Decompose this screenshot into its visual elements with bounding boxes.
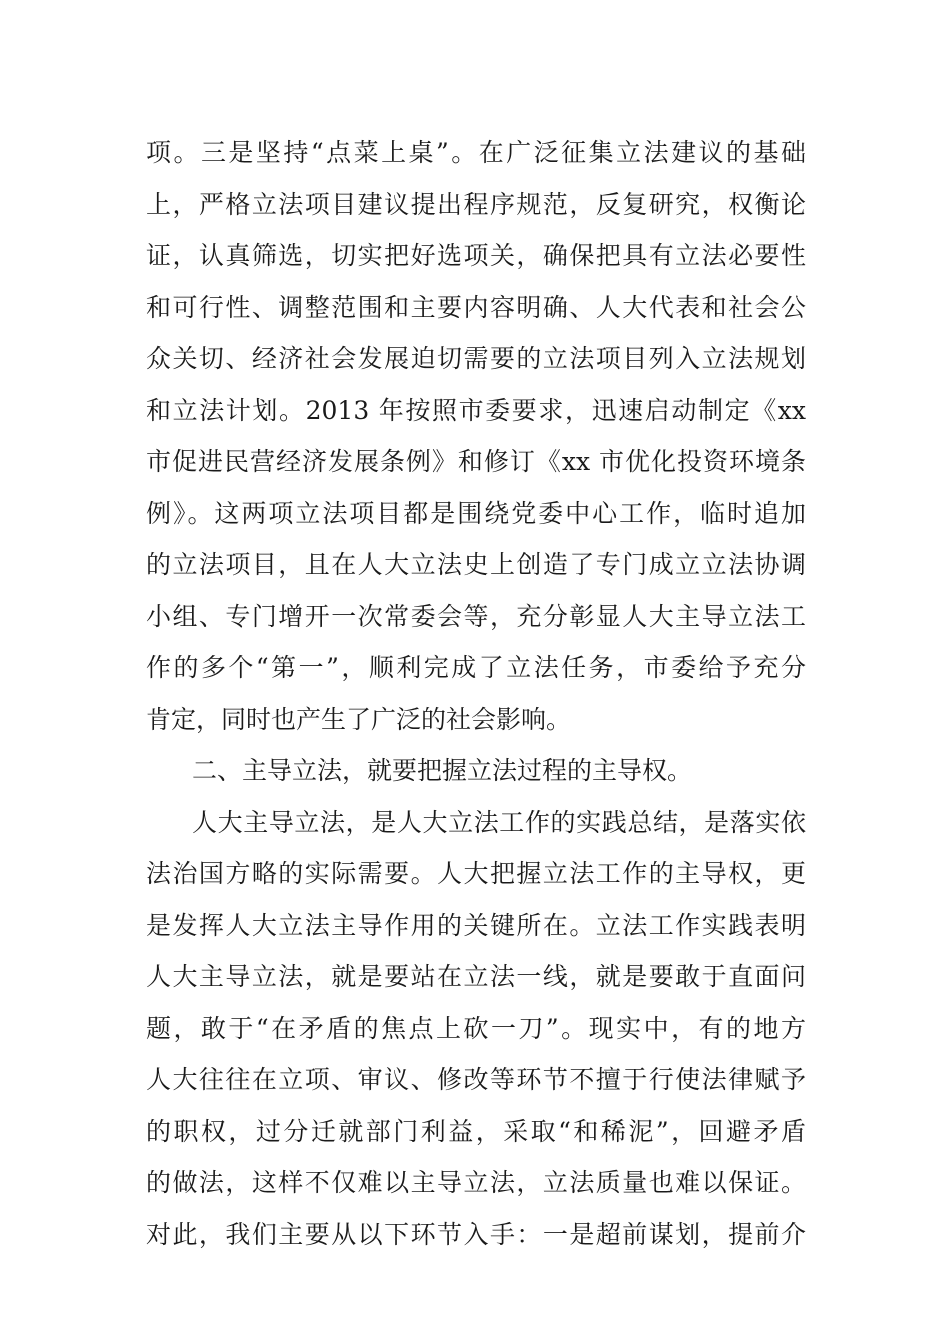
text-line: 小组、专门增开一次常委会等，充分彰显人大主导立法工 — [146, 601, 806, 631]
section-heading: 二、主导立法，就要把握立法过程的主导权。 — [192, 756, 693, 785]
text-line: 肯定，同时也产生了广泛的社会影响。 — [146, 704, 572, 734]
text-line: 市促进民营经济发展条例》和修订《xx 市优化投资环境条 — [146, 447, 806, 476]
document-body — [146, 127, 806, 1260]
text-line: 是发挥人大立法主导作用的关键所在。立法工作实践表明 — [146, 910, 806, 940]
text-line: 人大往往在立项、审议、修改等环节不擅于行使法律赋予 — [146, 1065, 806, 1094]
text-line: 人大主导立法，是人大立法工作的实践总结，是落实依 — [192, 807, 806, 837]
text-line: 例》。这两项立法项目都是围绕党委中心工作，临时追加 — [146, 498, 806, 528]
text-line: 法治国方略的实际需要。人大把握立法工作的主导权，更 — [146, 859, 806, 888]
text-line: 项。三是坚持“点菜上桌”。在广泛征集立法建议的基础 — [146, 138, 806, 167]
text-line: 和立法计划。2013 年按照市委要求，迅速启动制定《xx — [146, 395, 806, 425]
text-line: 和可行性、调整范围和主要内容明确、人大代表和社会公 — [146, 292, 806, 322]
text-line: 众关切、经济社会发展迫切需要的立法项目列入立法规划 — [146, 344, 806, 373]
text-line: 题，敢于“在矛盾的焦点上砍一刀”。现实中，有的地方 — [146, 1013, 806, 1043]
text-line: 的立法项目，且在人大立法史上创造了专门成立立法协调 — [146, 550, 806, 579]
text-line: 的职权，过分迁就部门利益，采取“和稀泥”，回避矛盾 — [146, 1116, 806, 1146]
text-line: 对此，我们主要从以下环节入手：一是超前谋划，提前介 — [146, 1219, 806, 1249]
text-line: 的做法，这样不仅难以主导立法，立法质量也难以保证。 — [146, 1168, 806, 1197]
text-line: 作的多个“第一”，顺利完成了立法任务，市委给予充分 — [146, 653, 806, 682]
text-line: 人大主导立法，就是要站在立法一线，就是要敢于直面问 — [146, 962, 806, 991]
text-line: 上，严格立法项目建议提出程序规范，反复研究，权衡论 — [146, 189, 806, 219]
text-line: 证，认真筛选，切实把好选项关，确保把具有立法必要性 — [146, 241, 806, 270]
